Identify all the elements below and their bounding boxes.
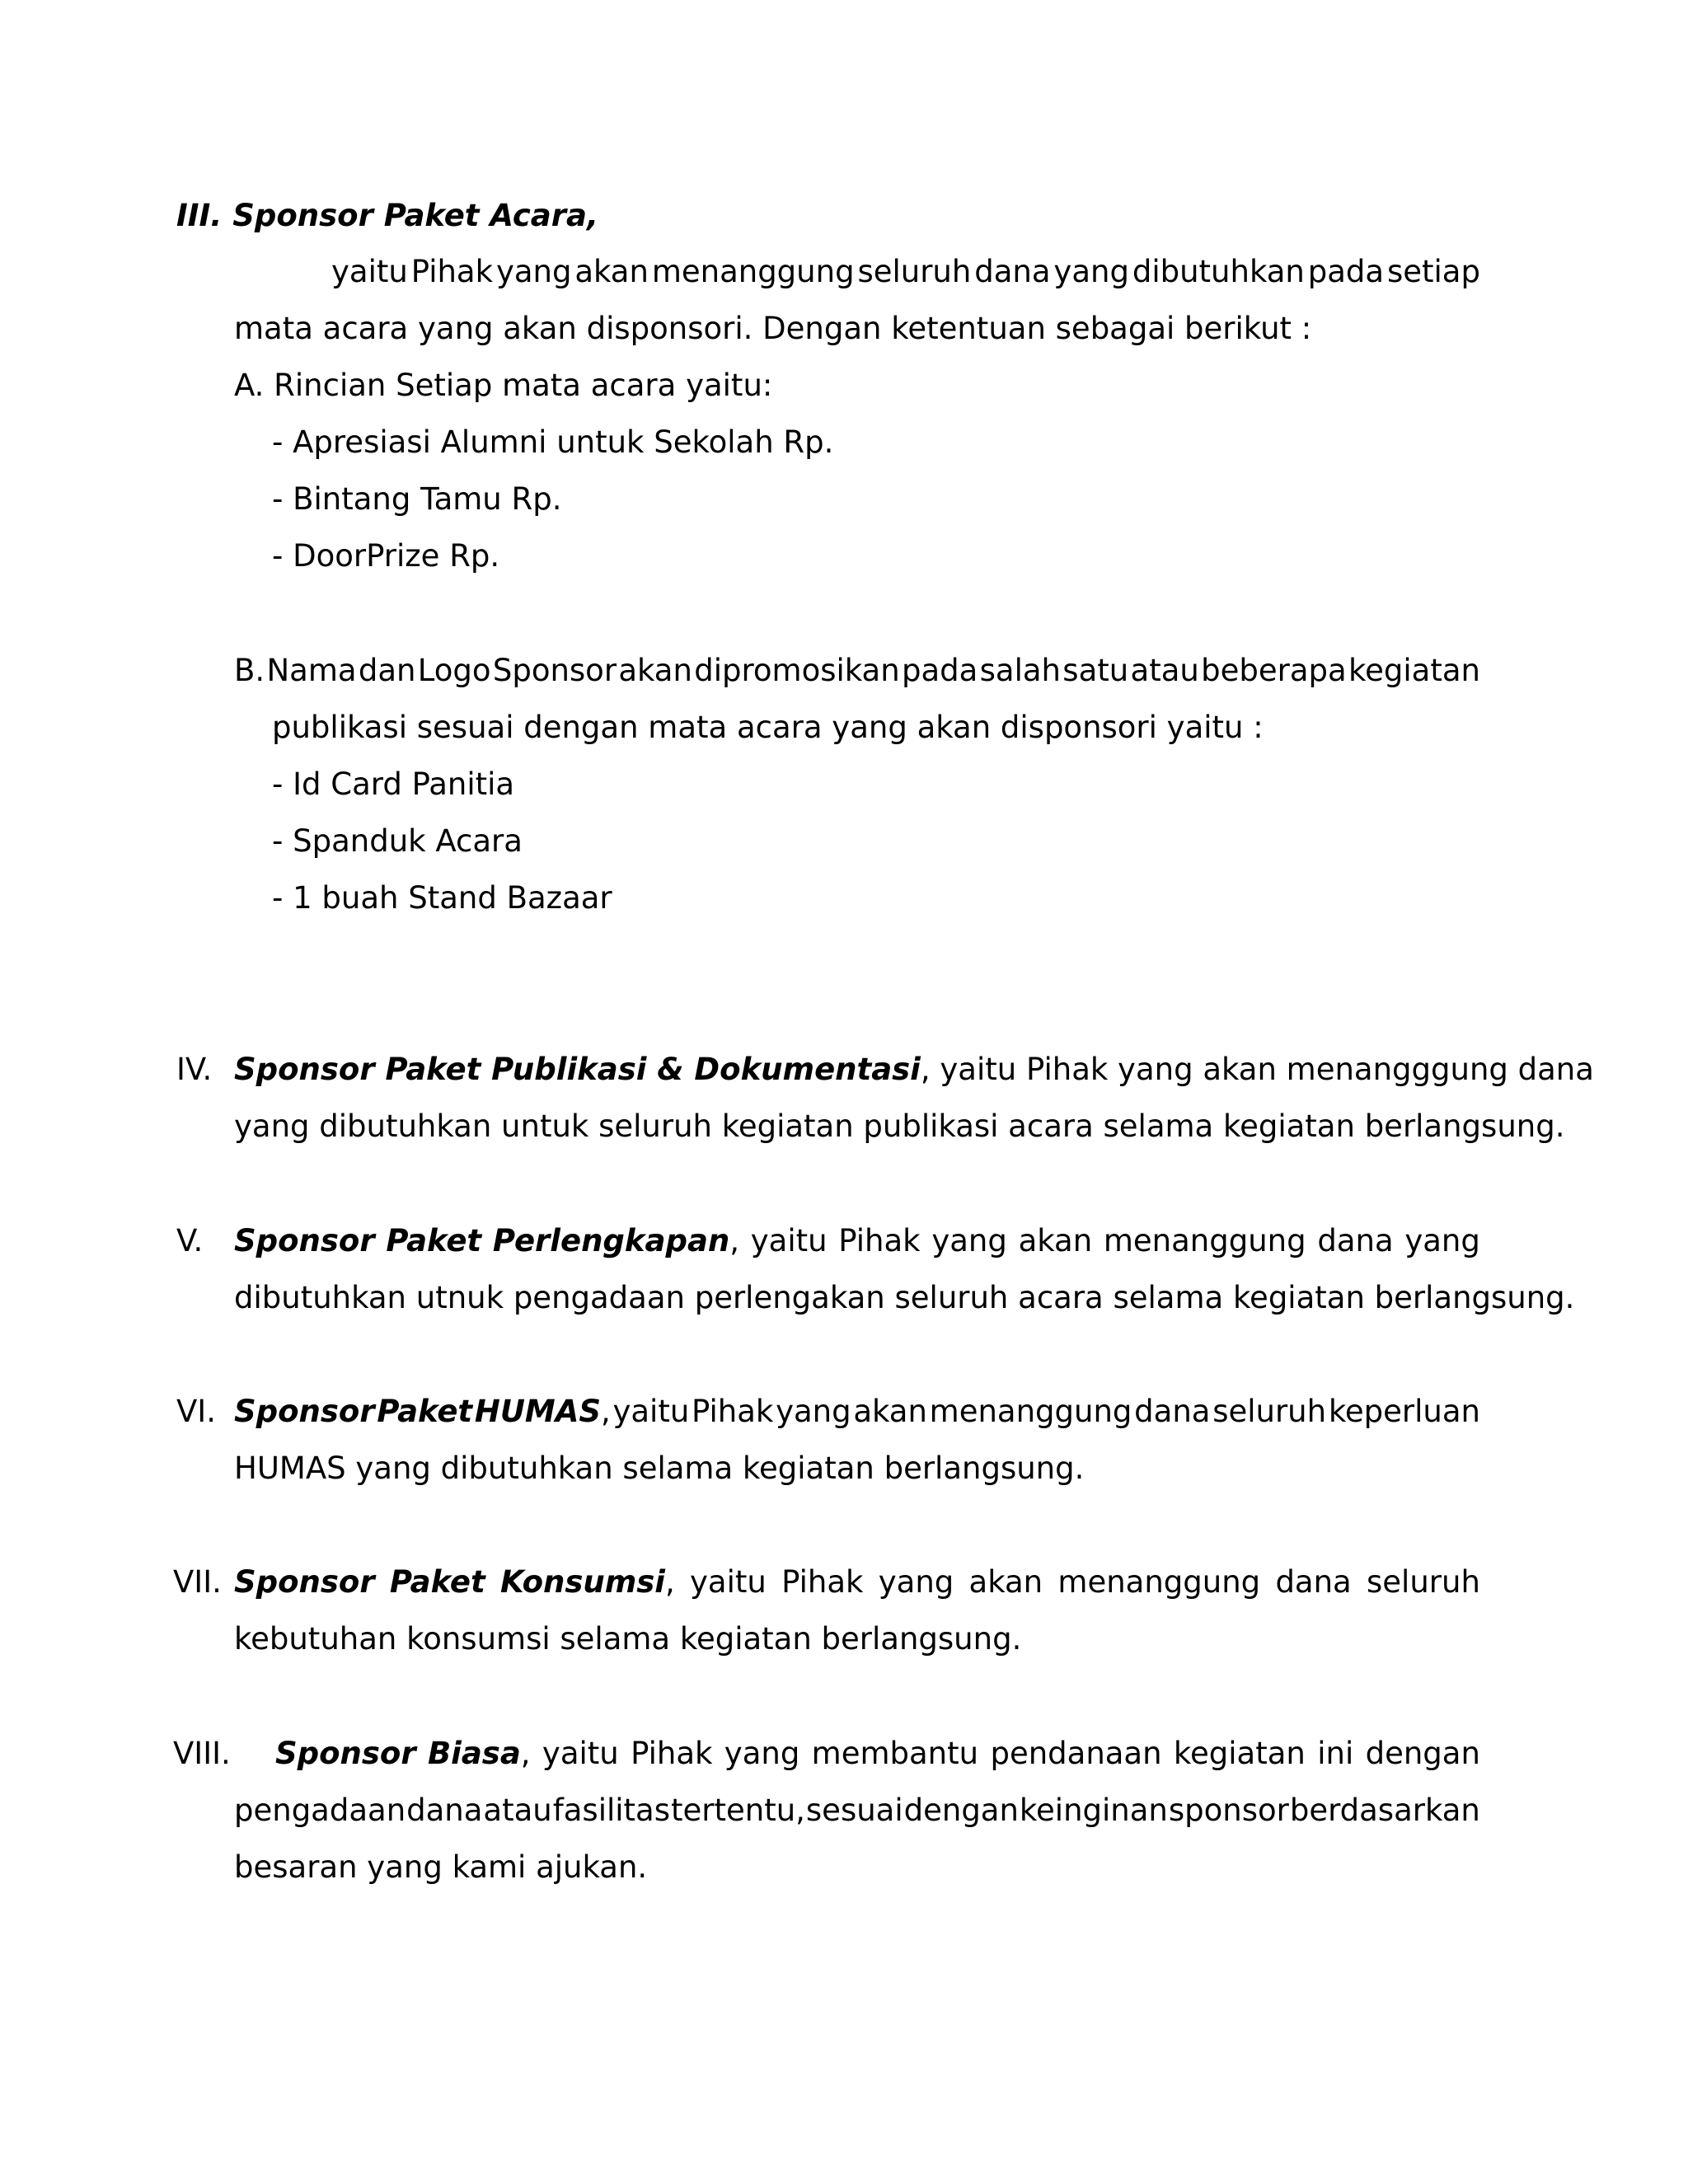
- word: Pihak: [838, 1223, 921, 1258]
- word: akan: [618, 653, 692, 688]
- word: Pihak: [631, 1736, 713, 1771]
- word: dipromosikan: [694, 653, 900, 688]
- word: pengadaan: [234, 1793, 406, 1828]
- word: yaitu: [542, 1736, 619, 1771]
- word: dengan: [1365, 1736, 1480, 1771]
- word: berdasarkan: [1289, 1793, 1480, 1828]
- sub-a-title: A. Rincian Setiap mata acara yaitu:: [234, 368, 773, 403]
- word: keperluan: [1328, 1394, 1480, 1429]
- word: yaitu: [331, 254, 408, 289]
- title-word: Paket: [386, 1223, 482, 1258]
- section-iii-heading: III. Sponsor Paket Acara,: [176, 198, 599, 233]
- word: yang: [776, 1394, 851, 1429]
- word: dana: [1134, 1394, 1211, 1429]
- word: Pihak: [692, 1394, 774, 1429]
- title-word: Perlengkapan,: [492, 1223, 740, 1258]
- word: atau: [483, 1793, 552, 1828]
- sub-a-item: - DoorPrize Rp.: [272, 538, 500, 574]
- word: B.: [234, 653, 265, 688]
- word: Pihak: [410, 254, 494, 289]
- section-iii-intro-line2: mata acara yang akan disponsori. Dengan ketentuan sebagai berikut :: [234, 311, 1312, 346]
- title-word: Sponsor: [275, 1736, 416, 1771]
- section-iv-line1-rest: , yaitu Pihak yang akan menangggung dana: [920, 1052, 1594, 1087]
- word: akan: [1018, 1223, 1093, 1258]
- section-vi-line1: [234, 1394, 1480, 1430]
- section-iii-intro-line1: [331, 254, 1480, 290]
- word: kegiatan: [1348, 653, 1480, 688]
- title-word: Sponsor: [234, 1564, 375, 1600]
- word: dan: [358, 653, 416, 688]
- word: kegiatan: [1173, 1736, 1306, 1771]
- word: ini: [1317, 1736, 1354, 1771]
- word: akan: [853, 1394, 927, 1429]
- word: menanggung: [929, 1394, 1132, 1429]
- word: seluruh: [1367, 1564, 1480, 1600]
- title-word: Konsumsi,: [499, 1564, 675, 1600]
- word: Pihak: [781, 1564, 864, 1600]
- word: dana: [974, 254, 1051, 289]
- section-v-line2: dibutuhkan utnuk pengadaan perlengakan seluruh acara selama kegiatan berlangsung.: [234, 1280, 1575, 1315]
- word: membantu: [811, 1736, 979, 1771]
- section-vii-line1: [234, 1564, 1480, 1601]
- section-vii-line2: kebutuhan konsumsi selama kegiatan berlangsung.: [234, 1621, 1022, 1657]
- title-word: Paket: [389, 1564, 485, 1600]
- word: dana: [406, 1793, 483, 1828]
- word: yang: [724, 1736, 800, 1771]
- word: menanggung: [651, 254, 855, 289]
- section-vi-line2: HUMAS yang dibutuhkan selama kegiatan berlangsung.: [234, 1451, 1085, 1486]
- word: keinginan: [1019, 1793, 1168, 1828]
- word: salah: [979, 653, 1061, 688]
- section-viii-line3: besaran yang kami ajukan.: [234, 1849, 648, 1885]
- section-viii-line1: [275, 1736, 1480, 1772]
- title-word: Paket: [377, 1394, 473, 1429]
- word: pada: [901, 653, 978, 688]
- sub-a-item: - Apresiasi Alumni untuk Sekolah Rp.: [272, 424, 834, 460]
- section-v-numeral: V.: [176, 1223, 204, 1258]
- word: beberapa: [1201, 653, 1347, 688]
- word: dengan: [903, 1793, 1019, 1828]
- word: yaitu: [750, 1223, 828, 1258]
- word: akan: [574, 254, 649, 289]
- word: yang: [1404, 1223, 1480, 1258]
- sub-b-item: - 1 buah Stand Bazaar: [272, 880, 612, 916]
- word: menanggung: [1103, 1223, 1306, 1258]
- word: sesuai: [805, 1793, 903, 1828]
- sub-b-item: - Spanduk Acara: [272, 823, 523, 859]
- section-vii-numeral: VII.: [173, 1564, 222, 1600]
- word: pada: [1307, 254, 1385, 289]
- word: sponsor: [1168, 1793, 1289, 1828]
- word: pendanaan: [990, 1736, 1162, 1771]
- word: Logo: [417, 653, 491, 688]
- section-viii-numeral: VIII.: [173, 1736, 231, 1771]
- word: yaitu: [612, 1394, 690, 1429]
- section-iv-title: Sponsor Paket Publikasi & Dokumentasi: [234, 1052, 921, 1087]
- word: Nama: [266, 653, 357, 688]
- word: Sponsor: [492, 653, 617, 688]
- sub-b-line2: publikasi sesuai dengan mata acara yang akan disponsori yaitu :: [272, 710, 1264, 745]
- word: setiap: [1386, 254, 1480, 289]
- word: dana: [1317, 1223, 1394, 1258]
- word: yang: [495, 254, 572, 289]
- sub-b-line1: [234, 653, 1480, 689]
- section-vi-numeral: VI.: [176, 1394, 216, 1429]
- word: dana: [1275, 1564, 1352, 1600]
- word: atau: [1130, 653, 1199, 688]
- title-word: Biasa,: [427, 1736, 531, 1771]
- section-iv-line1: [234, 1052, 1594, 1088]
- title-word: Sponsor: [234, 1223, 375, 1258]
- section-iv-line2: yang dibutuhkan untuk seluruh kegiatan publikasi acara selama kegiatan berlangsung.: [234, 1108, 1565, 1144]
- section-v-line1: [234, 1223, 1480, 1259]
- word: yaitu: [690, 1564, 767, 1600]
- sub-a-item: - Bintang Tamu Rp.: [272, 481, 562, 517]
- section-iv-numeral: IV.: [176, 1052, 213, 1087]
- title-word: Sponsor: [234, 1394, 375, 1429]
- word: tertentu,: [670, 1793, 805, 1828]
- word: seluruh: [857, 254, 972, 289]
- title-word: HUMAS,: [474, 1394, 611, 1429]
- word: yang: [878, 1564, 954, 1600]
- word: yang: [1053, 254, 1129, 289]
- word: dibutuhkan: [1132, 254, 1305, 289]
- word: fasilitas: [552, 1793, 670, 1828]
- sub-b-item: - Id Card Panitia: [272, 766, 515, 802]
- word: menanggung: [1057, 1564, 1261, 1600]
- word: seluruh: [1212, 1394, 1327, 1429]
- section-viii-line2: [234, 1793, 1480, 1829]
- word: yang: [931, 1223, 1007, 1258]
- word: satu: [1062, 653, 1129, 688]
- word: akan: [968, 1564, 1043, 1600]
